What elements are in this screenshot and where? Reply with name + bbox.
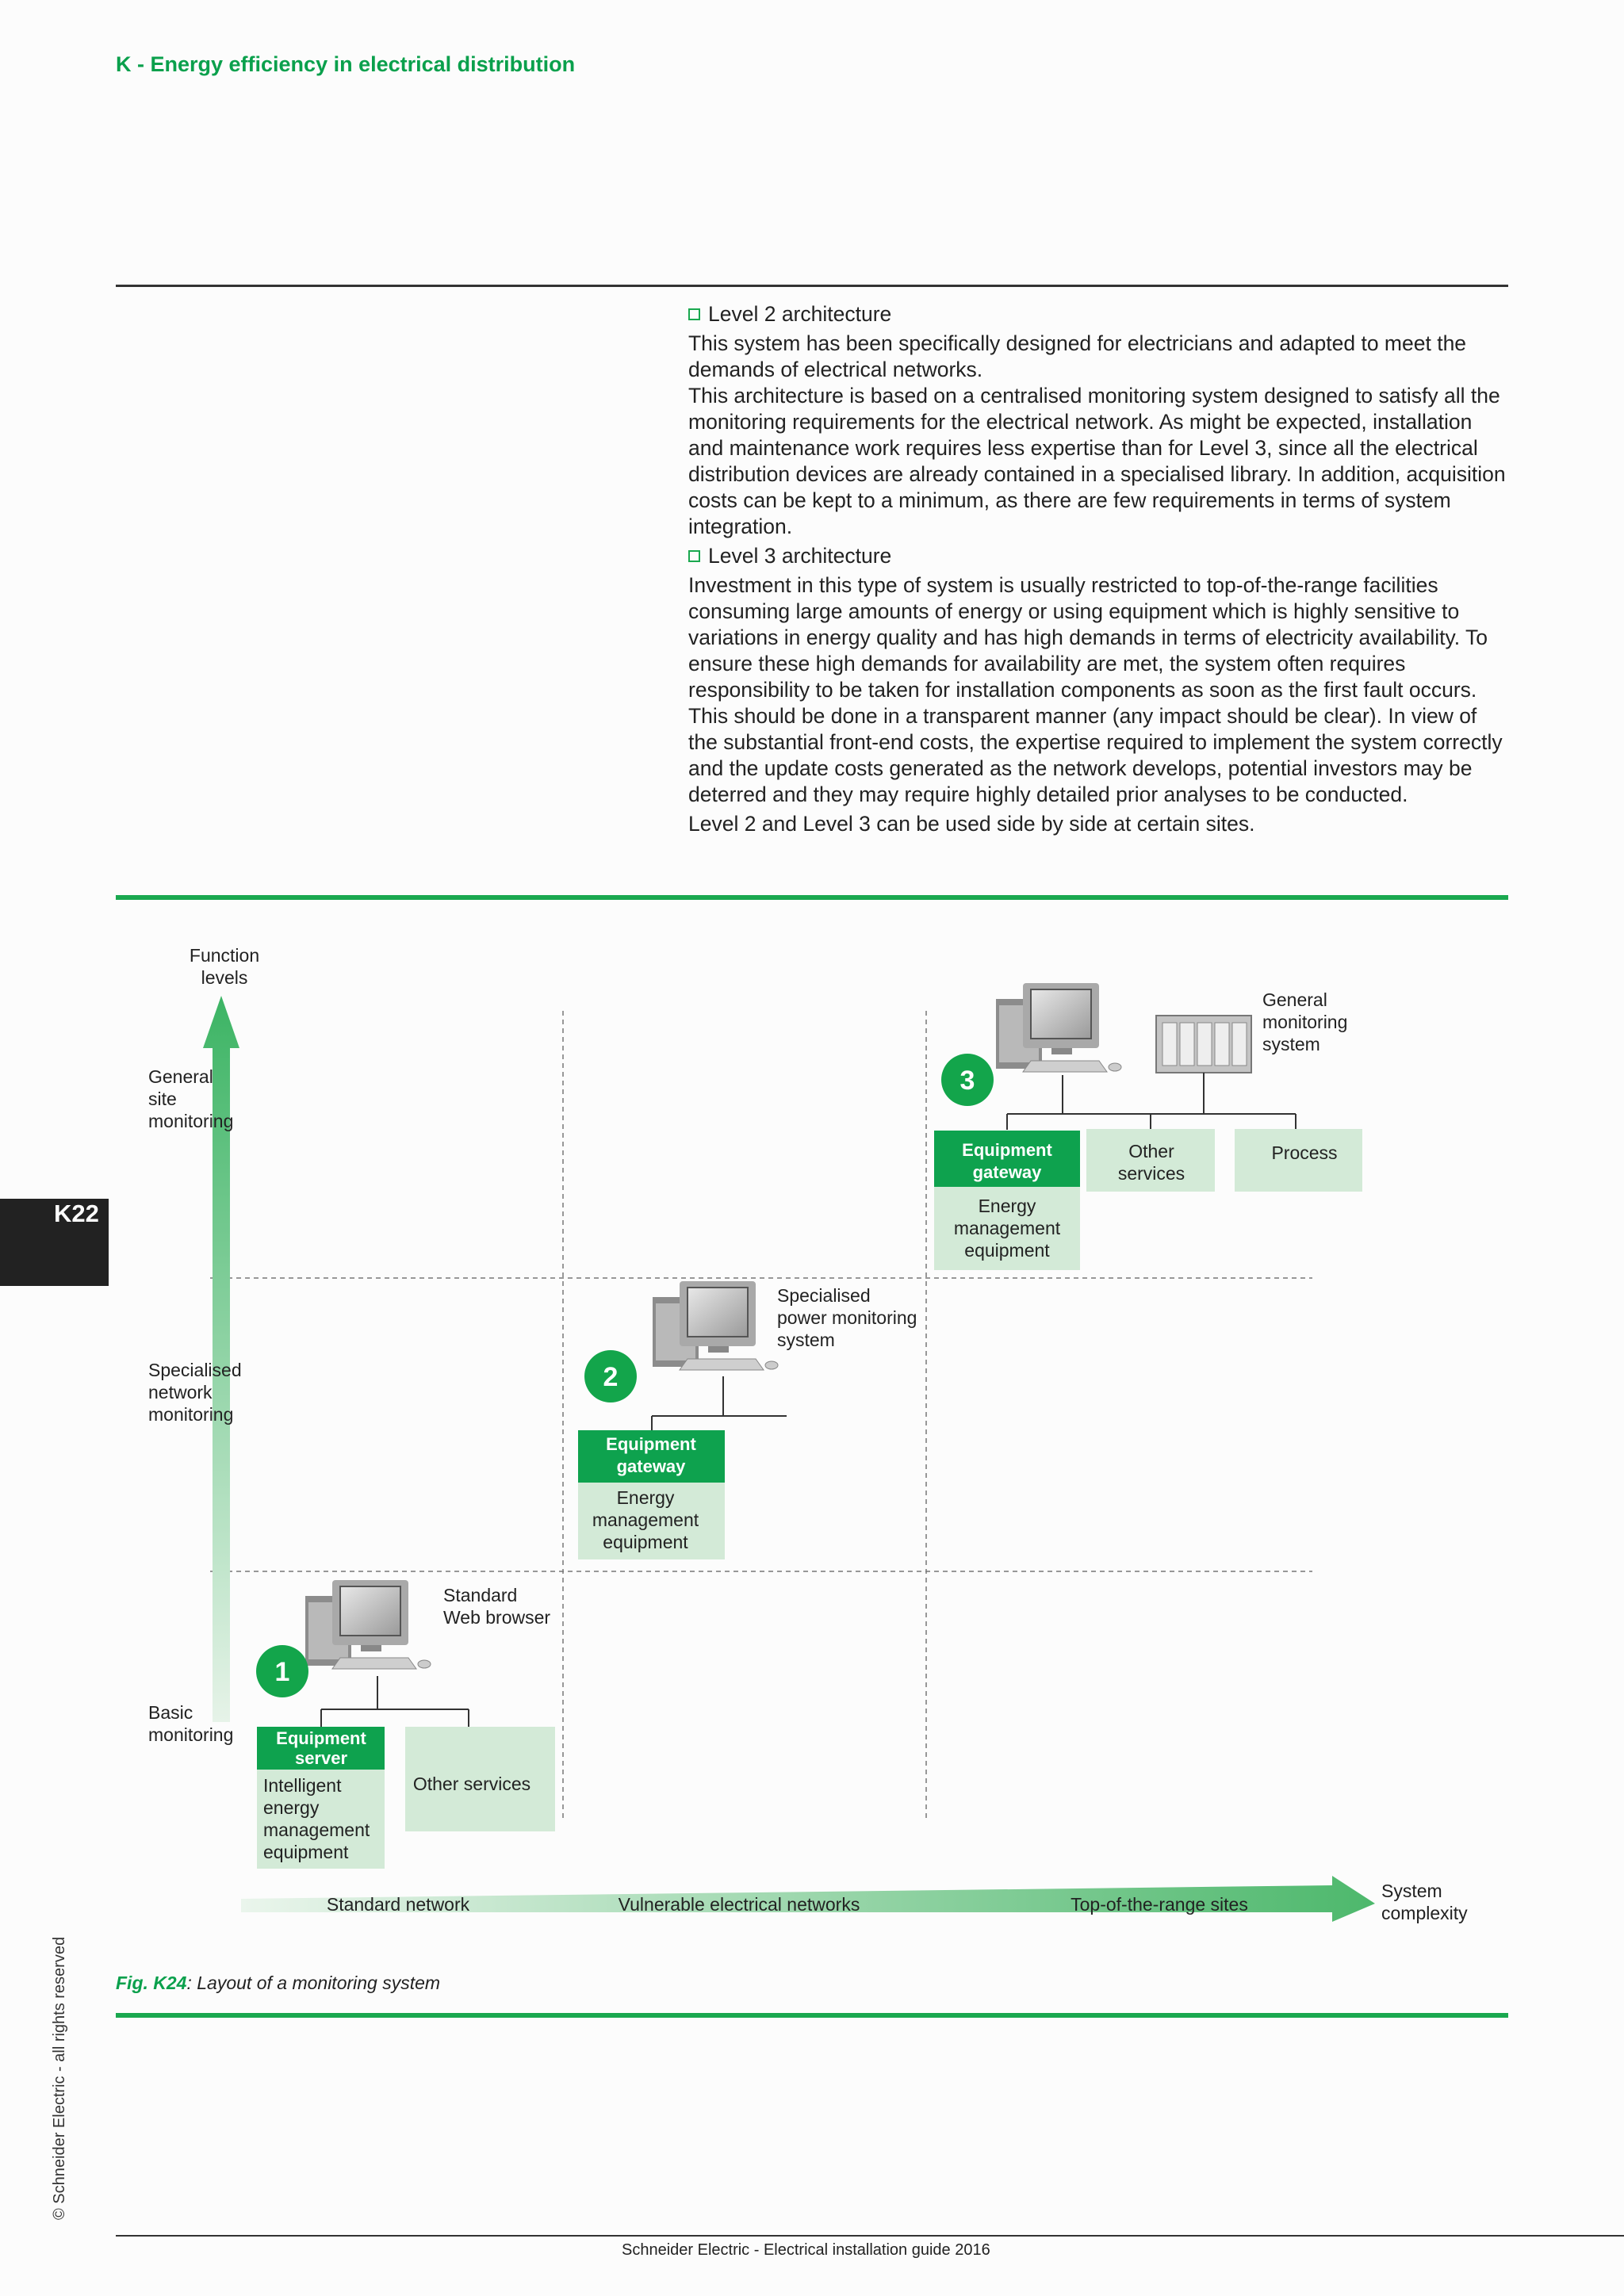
level3-gateway-line-2: gateway <box>972 1162 1042 1182</box>
level3-computer-label-line-3: system <box>1262 1034 1320 1054</box>
y-axis-title-line-2: levels <box>201 967 248 988</box>
level2-gateway-line-2: gateway <box>616 1456 686 1476</box>
x-axis-title-line-2: complexity <box>1381 1903 1468 1923</box>
figure-caption <box>116 1973 440 1994</box>
level3-device-line-1: Energy <box>978 1196 1036 1216</box>
process-label: Process <box>1271 1142 1338 1163</box>
level-basic-line-1: Basic <box>148 1702 193 1723</box>
x-label-top-range-sites: Top-of-the-range sites <box>1071 1894 1248 1915</box>
level3-heading-text: Level 3 architecture <box>708 544 892 568</box>
level3-other-line-1: Other <box>1128 1141 1174 1161</box>
level3-other-line-2: services <box>1117 1163 1185 1184</box>
level3-computer-label-line-1: General <box>1262 989 1327 1010</box>
computer-icon <box>305 1580 431 1669</box>
level2-device-line-3: equipment <box>603 1532 688 1552</box>
level3-paragraph-1: Investment in this type of system is usually restricted to top-of-the-range facilities consuming large amounts of energy or using equipment which is highly sensitive to variations in energy quality and has high demands in terms of electricity availability. To ensure these high demands for availability are met, the system often requires responsibility to be taken for installation components as soon as the first fault occurs. This should be done in a transparent manner (any impact should be clear). In view of the substantial front-end costs, the expertise required to implement the system correctly and the update costs generated as the network develops, potential investors may be deterred and they may require highly detailed prior analyses to be conducted. <box>688 573 1503 806</box>
level1-device-line-2: energy <box>263 1797 320 1818</box>
computer-icon <box>996 983 1121 1072</box>
level2-computer-label-line-2: power monitoring <box>777 1307 917 1328</box>
computer-icon <box>653 1281 778 1370</box>
level3-device-line-3: equipment <box>964 1240 1050 1261</box>
level-general-line-2: site <box>148 1089 177 1109</box>
x-axis-title-line-1: System <box>1381 1881 1442 1901</box>
footer-divider <box>116 2235 1624 2237</box>
level-specialised-line-1: Specialised <box>148 1360 242 1380</box>
level-3-number: 3 <box>959 1066 975 1096</box>
level-1-number: 1 <box>274 1657 290 1687</box>
equipment-server-line-1: Equipment <box>276 1728 366 1748</box>
level2-computer-label-line-3: system <box>777 1330 835 1350</box>
level1-device-line-3: management <box>263 1820 370 1840</box>
level3-computer-label-line-2: monitoring <box>1262 1012 1348 1032</box>
y-axis-title-line-1: Function <box>189 945 260 966</box>
equipment-server-line-2: server <box>294 1748 348 1768</box>
function-levels-arrow <box>203 996 239 1722</box>
level-general-line-1: General <box>148 1066 213 1087</box>
level1-device-line-4: equipment <box>263 1842 349 1862</box>
level2-device-line-2: management <box>592 1510 699 1530</box>
level1-computer-label-line-2: Web browser <box>443 1607 551 1628</box>
level1-other-services-label: Other services <box>412 1774 531 1794</box>
level-general-line-3: monitoring <box>148 1111 234 1131</box>
level2-heading-text: Level 2 architecture <box>708 302 892 326</box>
level3-gateway-line-1: Equipment <box>962 1140 1052 1160</box>
closing-paragraph: Level 2 and Level 3 can be used side by side at certain sites. <box>688 812 1255 836</box>
figure-caption-text: : Layout of a monitoring system <box>186 1973 441 1993</box>
figure-label: Fig. K24 <box>116 1973 187 1993</box>
level-2-number: 2 <box>603 1362 619 1392</box>
copyright-notice: © Schneider Electric - all rights reserved <box>51 1936 68 2220</box>
level-2-group <box>578 1281 917 1559</box>
section-divider-bottom <box>116 2013 1508 2018</box>
level-basic-line-2: monitoring <box>148 1724 234 1745</box>
x-label-vulnerable-networks: Vulnerable electrical networks <box>618 1894 860 1915</box>
page-number-text: K22 <box>54 1200 99 1227</box>
level1-device-line-1: Intelligent <box>263 1775 342 1796</box>
level2-gateway-line-1: Equipment <box>606 1434 696 1454</box>
level-specialised-line-2: network <box>148 1382 213 1402</box>
x-label-standard-network: Standard network <box>326 1894 470 1915</box>
controller-rack-icon <box>1156 1016 1251 1073</box>
level2-computer-label-line-1: Specialised <box>777 1285 871 1306</box>
level3-device-line-2: management <box>953 1218 1061 1238</box>
level1-computer-label-line-1: Standard <box>443 1585 518 1605</box>
level2-paragraph-1: This system has been specifically designed for electricians and adapted to meet the demands of electrical networks. <box>688 331 1467 381</box>
level-3-group <box>934 983 1362 1270</box>
level-1-group <box>256 1580 555 1869</box>
level-specialised-line-3: monitoring <box>148 1404 234 1425</box>
level2-paragraph-2: This architecture is based on a centralised monitoring system designed to satisfy all the monitoring requirements for the electrical network. As might be expected, installation and maintenance work requires less expertise than for Level 3, since all the electrical distribution devices are already contained in a specialised library. In addition, acquisition costs can be kept to a minimum, as there are few requirements in terms of system integration. <box>688 384 1506 538</box>
level2-device-line-1: Energy <box>616 1487 675 1508</box>
footer-text: Schneider Electric - Electrical installation guide 2016 <box>622 2241 990 2259</box>
page-header-title: K - Energy efficiency in electrical distribution <box>116 52 576 76</box>
